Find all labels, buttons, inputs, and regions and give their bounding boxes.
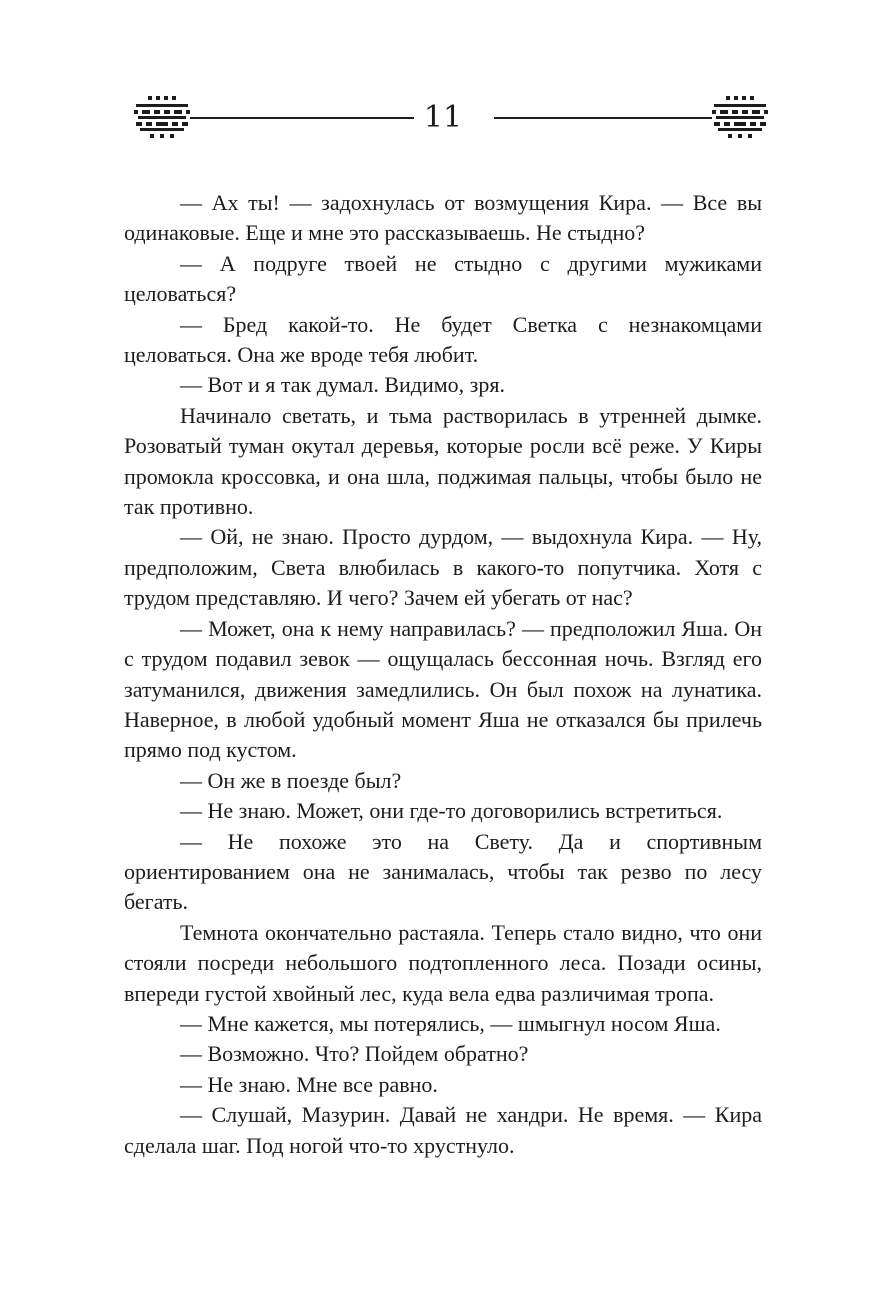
knot-ornament-icon [134,96,190,140]
paragraph: — Не похоже это на Свету. Да и спортивным ориентированием она не занималась, чтобы так резво по лесу бегать. [124,828,762,915]
paragraph: — Ах ты! — задохнулась от возмущения Кира. — Все вы одинаковые. Еще и мне это рассказываешь. Не стыдно? [124,190,762,246]
body-text [124,188,762,1161]
paragraph: — Не знаю. Мне все равно. [180,1071,438,1097]
paragraph: — Бред какой-то. Не будет Светка с незнакомцами целоваться. Она же вроде тебя любит. [124,311,762,368]
paragraph: Темнота окончательно растаяла. Теперь стало видно, что они стояли посреди небольшого подтопленного леса. Позади осины, впереди густой хвойный лес, куда вела едва различимая тропа. [124,919,762,1006]
paragraph: — Он же в поезде был? [180,767,402,793]
paragraph: — Слушай, Мазурин. Давай не хандри. Не время. — Кира сделала шаг. Под ногой что-то хрустнуло. [124,1102,762,1158]
header-rule-left [190,117,414,119]
header-rule-right [494,117,712,119]
paragraph: — Вот и я так думал. Видимо, зря. [180,372,505,398]
paragraph: — Мне кажется, мы потерялись, — шмыгнул носом Яша. [180,1010,721,1036]
paragraph: Начинало светать, и тьма растворилась в утренней дымке. Розоватый туман окутал деревья, которые росли всё реже. У Киры промокла кроссовка, и она шла, поджимая пальцы, чтобы было не так противно. [124,402,762,520]
paragraph: — Не знаю. Может, они где-то договорились встретиться. [180,798,723,824]
page-number: 11 [423,100,463,135]
knot-ornament-icon [712,96,768,140]
paragraph: — Ой, не знаю. Просто дурдом, — выдохнула Кира. — Ну, предположим, Света влюбилась в какого-то попутчика. Хотя с трудом представляю. И чего? Зачем ей убегать от нас? [124,524,762,611]
page-header [0,92,886,144]
paragraph: — Может, она к нему направилась? — предположил Яша. Он с трудом подавил зевок — ощущалась бессонная ночь. Взгляд его затуманился, движения замедлились. Он был похож на лунатика. Наверное, в любой удобный момент Яша не отказался бы прилечь прямо под кустом. [124,615,762,763]
paragraph: — Возможно. Что? Пойдем обратно? [180,1041,529,1067]
paragraph: — А подруге твоей не стыдно с другими мужиками целоваться? [124,250,762,307]
